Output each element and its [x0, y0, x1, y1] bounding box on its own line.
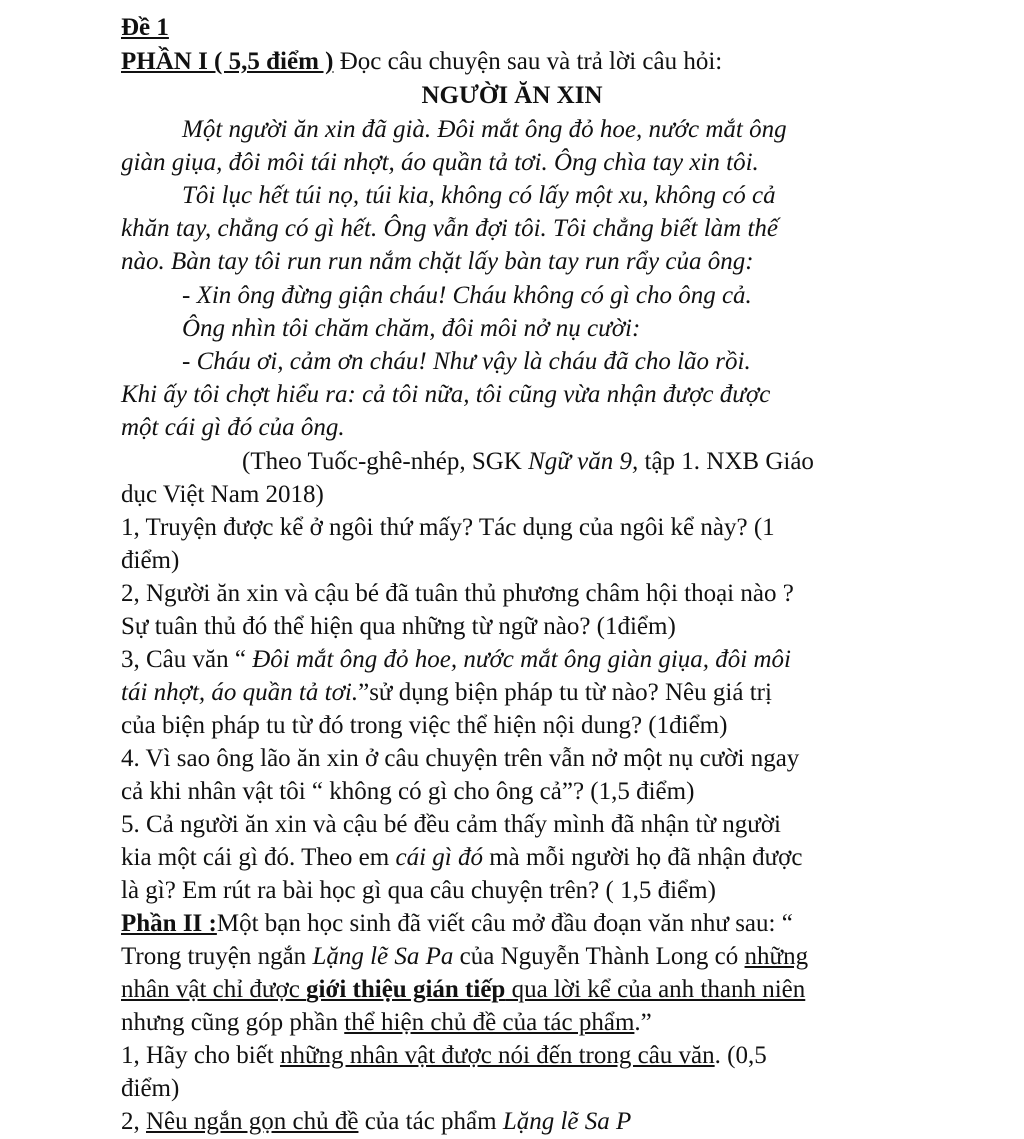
- source-text: tập 1. NXB Giáo: [638, 448, 814, 475]
- part2-label: Phần II :: [121, 910, 217, 937]
- source-book-title: Ngữ văn 9,: [528, 448, 639, 475]
- question-text: mà mỗi người họ đã nhận được: [482, 844, 803, 871]
- part2-question-2: [121, 1106, 631, 1139]
- question-text: 1, Hãy cho biết: [121, 1042, 280, 1069]
- question-2-cont: Sự tuân thủ đó thể hiện qua những từ ngữ nào? (1điểm): [121, 613, 676, 640]
- part2-question-1-cont: điểm): [121, 1075, 180, 1102]
- exam-number-heading: Đề 1: [121, 14, 169, 41]
- story-line: nào. Bàn tay tôi run run nắm chặt lấy bàn tay run rẩy của ông:: [121, 248, 754, 275]
- part2-line: [121, 1007, 652, 1040]
- story-line: Một người ăn xin đã già. Đôi mắt ông đỏ hoe, nước mắt ông: [182, 116, 787, 143]
- underlined-phrase: thể hiện chủ đề của tác phẩm: [344, 1009, 635, 1036]
- work-title: Lặng lẽ Sa Pa: [312, 943, 454, 970]
- part1-heading-line: [121, 46, 722, 79]
- underlined-phrase: những: [744, 943, 809, 970]
- part2-text: của Nguyễn Thành Long có: [453, 943, 745, 970]
- part2-text: .”: [634, 1009, 652, 1036]
- question-1-cont: điểm): [121, 547, 180, 574]
- part2-text: Trong truyện ngắn: [121, 943, 313, 970]
- story-dialogue: - Cháu ơi, cảm ơn cháu! Như vậy là cháu đã cho lão rồi.: [182, 348, 751, 375]
- question-text: của tác phẩm: [358, 1108, 503, 1135]
- story-line: Khi ấy tôi chợt hiểu ra: cả tôi nữa, tôi cũng vừa nhận được được: [121, 381, 771, 408]
- question-5-cont: [121, 842, 802, 875]
- story-line: khăn tay, chẳng có gì hết. Ông vẫn đợi tôi. Tôi chẳng biết làm thế: [121, 215, 778, 242]
- emphasized-phrase: cái gì đó: [395, 844, 483, 871]
- question-4: 4. Vì sao ông lão ăn xin ở câu chuyện trên vẫn nở một nụ cười ngay: [121, 745, 800, 772]
- question-3: [121, 644, 791, 677]
- part2-line: [121, 941, 808, 974]
- source-text: (Theo Tuốc-ghê-nhép, SGK: [242, 448, 529, 475]
- story-line: một cái gì đó của ông.: [121, 414, 345, 441]
- question-text: 3, Câu văn “: [121, 646, 253, 673]
- quoted-sentence: Đôi mắt ông đỏ hoe, nước mắt ông giàn giụa, đôi môi: [252, 646, 791, 673]
- work-title: Lặng lẽ Sa P: [502, 1108, 632, 1135]
- story-dialogue: - Xin ông đừng giận cháu! Cháu không có gì cho ông cả.: [182, 282, 752, 309]
- question-text: kia một cái gì đó. Theo em: [121, 844, 396, 871]
- source-citation: [242, 446, 814, 479]
- underlined-phrase: nhân vật chỉ được: [121, 976, 307, 1003]
- underlined-phrase: qua lời kể của anh thanh niên: [505, 976, 806, 1003]
- question-text: ”sử dụng biện pháp tu từ nào? Nêu giá trị: [358, 679, 772, 706]
- question-text: 2,: [121, 1108, 146, 1135]
- question-5: 5. Cả người ăn xin và cậu bé đều cảm thấy mình đã nhận từ người: [121, 811, 781, 838]
- underlined-phrase: những nhân vật được nói đến trong câu văn: [279, 1042, 715, 1069]
- story-line: giàn giụa, đôi môi tái nhợt, áo quần tả tơi. Ông chìa tay xin tôi.: [121, 149, 759, 176]
- story-line: Tôi lục hết túi nọ, túi kia, không có lấy một xu, không có cả: [182, 182, 776, 209]
- part1-label: PHẦN I ( 5,5 điểm ): [121, 48, 334, 75]
- quoted-sentence: tái nhợt, áo quần tả tơi.: [121, 679, 359, 706]
- part2-line: [121, 974, 805, 1007]
- question-text: . (0,5: [714, 1042, 767, 1069]
- source-citation-cont: dục Việt Nam 2018): [121, 481, 324, 508]
- part2-question-1: [121, 1040, 767, 1073]
- question-5-cont: là gì? Em rút ra bài học gì qua câu chuyện trên? ( 1,5 điểm): [121, 877, 716, 904]
- question-3-cont: [121, 677, 772, 710]
- question-3-cont: của biện pháp tu từ đó trong việc thể hiện nội dung? (1điểm): [121, 712, 728, 739]
- part2-heading-line: [121, 908, 793, 941]
- story-title: NGƯỜI ĂN XIN: [421, 82, 603, 109]
- part2-text: nhưng cũng góp phần: [121, 1009, 345, 1036]
- question-2: 2, Người ăn xin và cậu bé đã tuân thủ phương châm hội thoại nào ?: [121, 580, 794, 607]
- bold-underlined-phrase: giới thiệu gián tiếp: [306, 976, 506, 1003]
- question-4-cont: cả khi nhân vật tôi “ không có gì cho ông cả”? (1,5 điểm): [121, 778, 695, 805]
- part2-text: Một bạn học sinh đã viết câu mở đầu đoạn văn như sau: “: [216, 910, 793, 937]
- story-line: Ông nhìn tôi chăm chăm, đôi môi nở nụ cười:: [182, 315, 641, 342]
- question-1: 1, Truyện được kể ở ngôi thứ mấy? Tác dụng của ngôi kể này? (1: [121, 514, 775, 541]
- underlined-phrase: Nêu ngắn gọn chủ đề: [146, 1108, 359, 1135]
- part1-instruction: Đọc câu chuyện sau và trả lời câu hỏi:: [339, 48, 723, 75]
